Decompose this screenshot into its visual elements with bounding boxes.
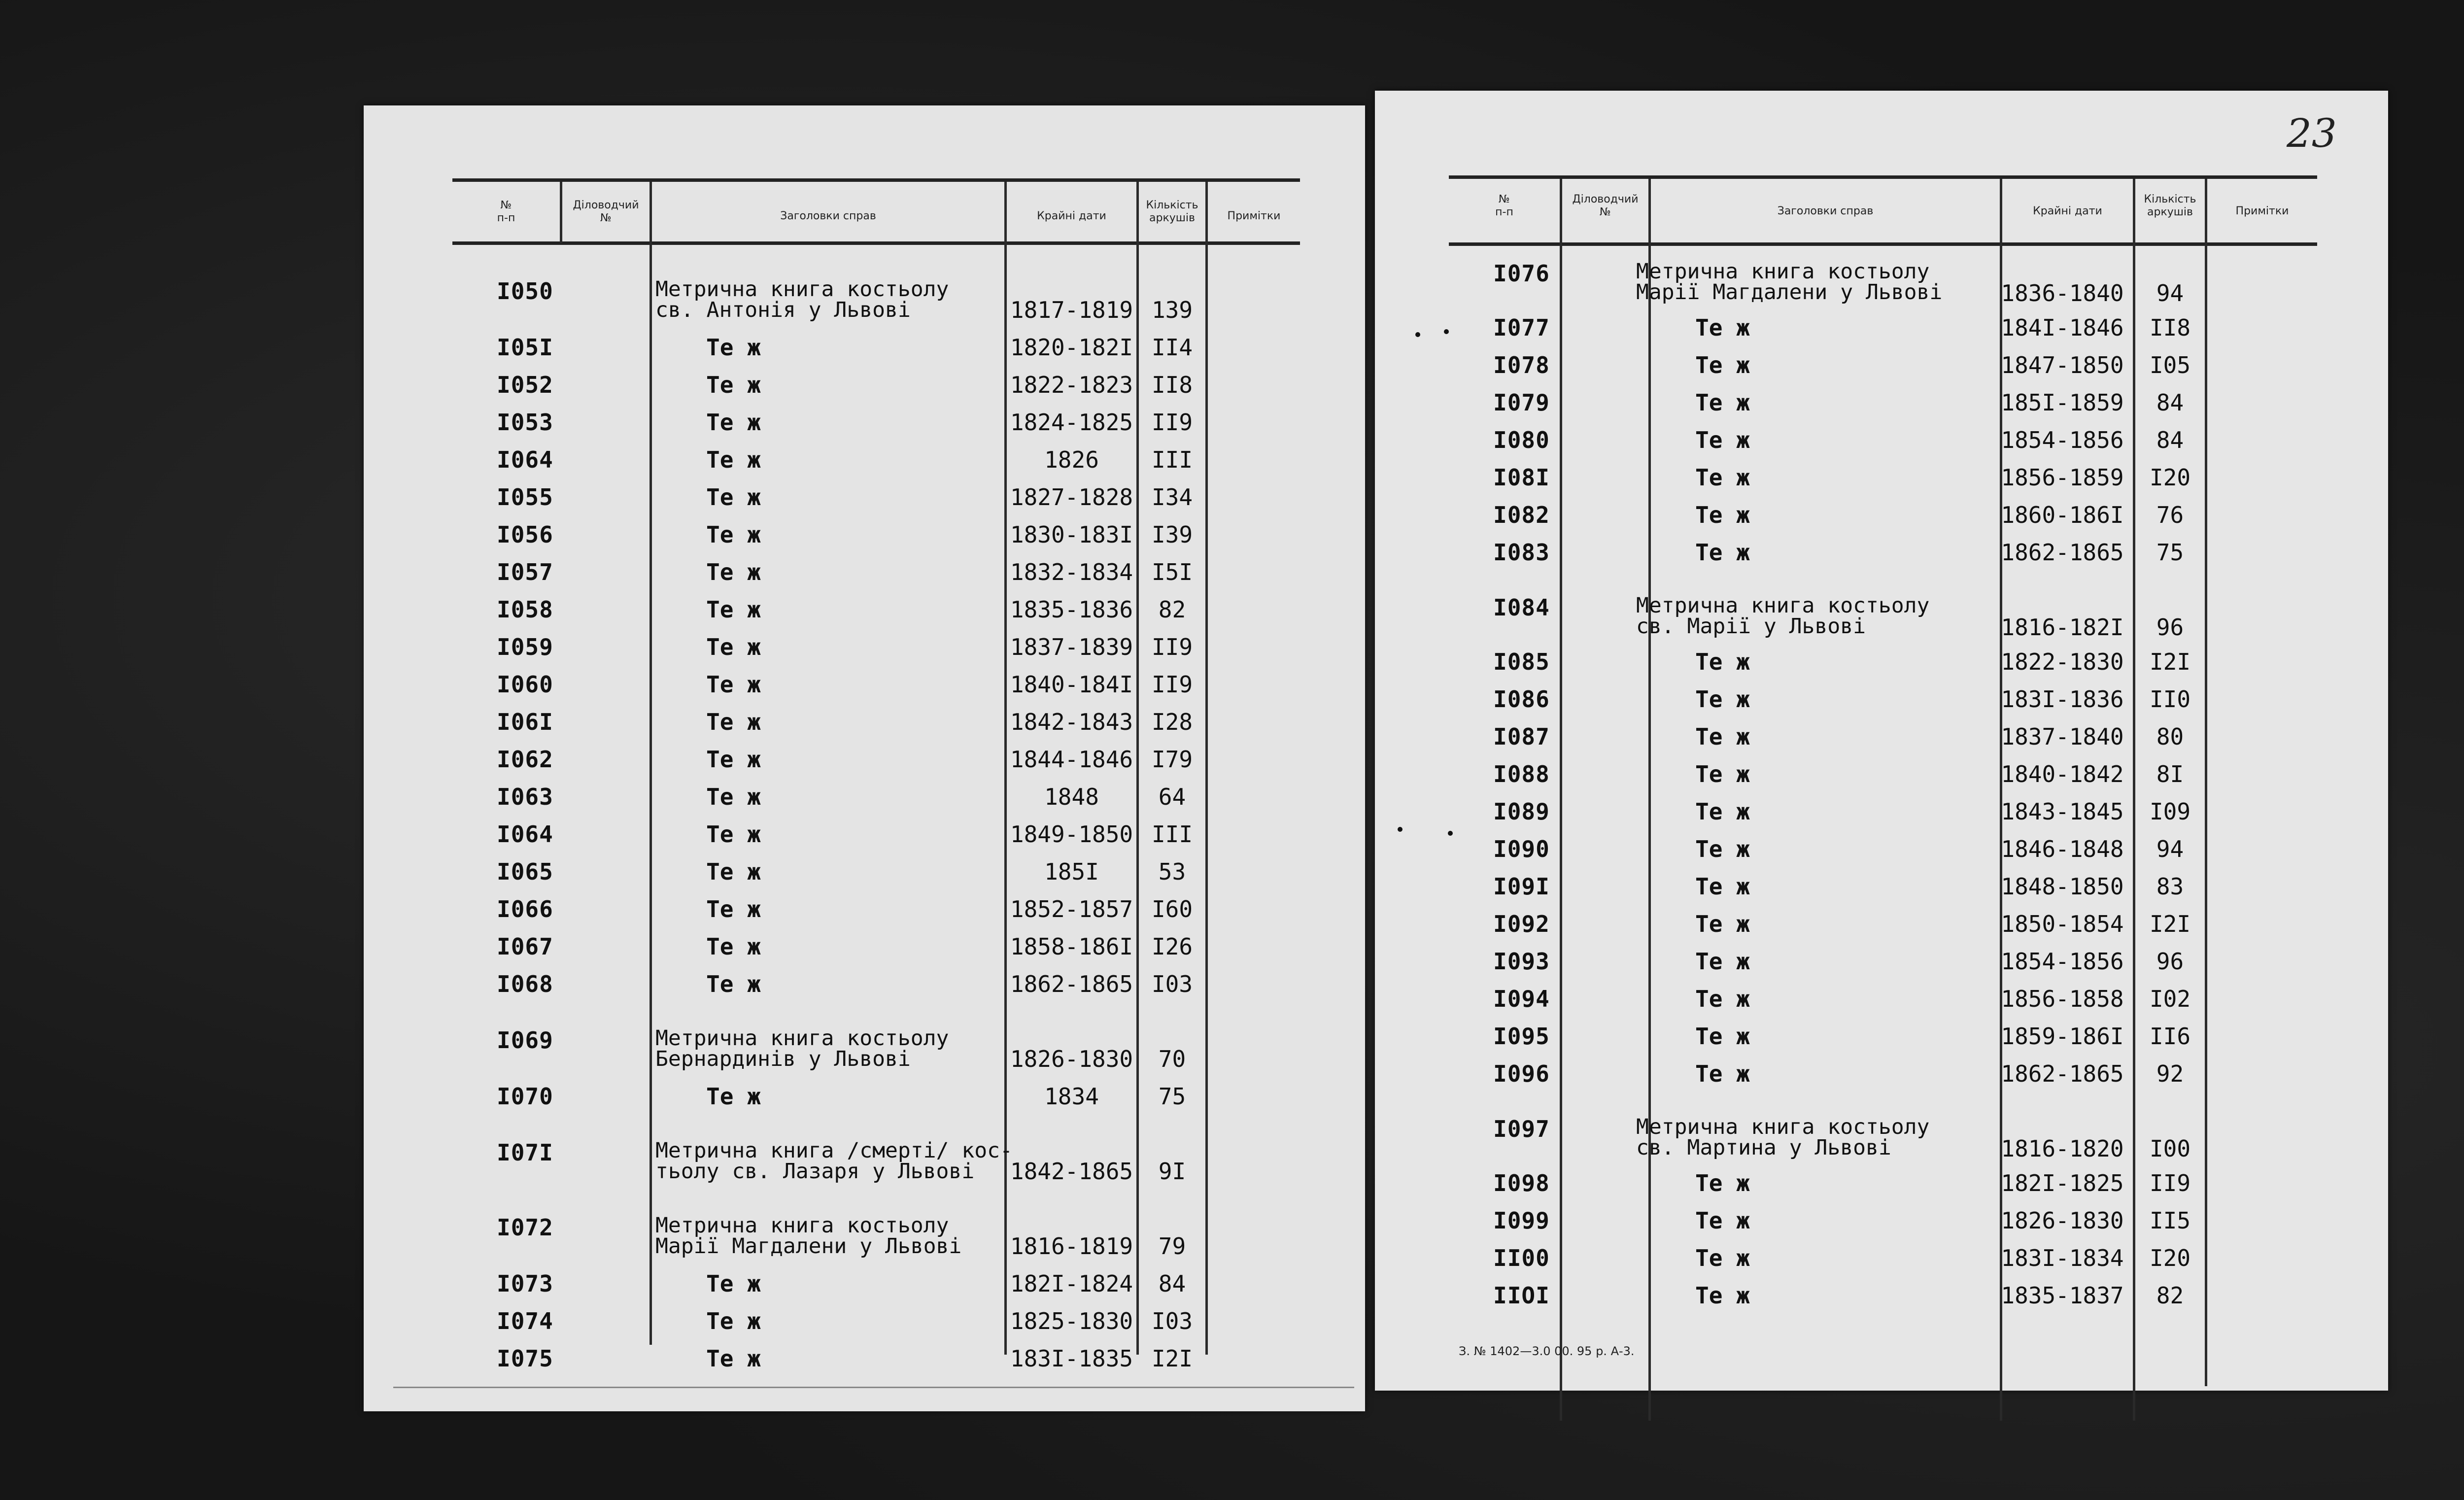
- row-sheets: I2I: [2149, 911, 2191, 937]
- row-sheets: 76: [2156, 502, 2184, 528]
- row-sheets: 8I: [2156, 761, 2184, 787]
- row-dates: 1849-1850: [1010, 821, 1133, 848]
- row-number: I05I: [497, 334, 553, 361]
- row-sheets: I03: [1151, 1308, 1193, 1334]
- row-title: Те ж: [1695, 1207, 1750, 1234]
- dust-speck: [1448, 831, 1453, 836]
- row-title: Метрична книга костьолу св. Мартина у Львові: [1636, 1115, 1930, 1160]
- row-dates: 1858-186I: [1010, 933, 1133, 960]
- row-dates: 1836-1840: [2001, 280, 2124, 307]
- row-dates: 1822-1823: [1010, 372, 1133, 398]
- row-sheets: I02: [2149, 986, 2191, 1012]
- row-title: Те ж: [706, 821, 761, 848]
- row-title: Те ж: [706, 334, 761, 361]
- col-divider: [1560, 179, 1562, 1421]
- row-dates: 1816-1819: [1010, 1233, 1133, 1260]
- row-sheets: 92: [2156, 1060, 2184, 1087]
- row-sheets: I79: [1151, 746, 1193, 773]
- row-title: Метрична книга костьолу св. Марії у Львові: [1636, 593, 1930, 639]
- dust-speck: [1444, 329, 1449, 334]
- row-number: I09I: [1493, 873, 1550, 900]
- row-dates: 1840-184I: [1010, 671, 1133, 698]
- row-number: I059: [497, 634, 553, 660]
- row-title: Те ж: [706, 372, 761, 398]
- row-sheets: I20: [2149, 1245, 2191, 1271]
- row-dates: 1842-1843: [1010, 709, 1133, 735]
- left-page: [364, 105, 1365, 1411]
- col-divider: [2205, 179, 2207, 1386]
- row-sheets: 84: [1158, 1270, 1186, 1297]
- row-sheets: II6: [2149, 1023, 2191, 1050]
- row-sheets: 96: [2156, 948, 2184, 975]
- header-clerk: Діловодчий №: [1572, 193, 1639, 218]
- right-page: [1375, 91, 2388, 1391]
- row-number: I063: [497, 784, 553, 810]
- row-title: Те ж: [706, 409, 761, 436]
- row-title: Те ж: [706, 596, 761, 623]
- row-number: I056: [497, 521, 553, 548]
- row-number: I076: [1493, 260, 1550, 287]
- row-dates: 184I-1846: [2001, 314, 2124, 341]
- page-edge: [393, 1387, 1354, 1388]
- row-sheets: III: [1151, 821, 1193, 848]
- row-number: I060: [497, 671, 553, 698]
- header-top-rule: [1449, 175, 2317, 179]
- row-title: Те ж: [1695, 986, 1750, 1012]
- header-title: Заголовки справ: [1777, 205, 1874, 217]
- row-dates: 1859-186I: [2001, 1023, 2124, 1050]
- header-bottom-rule: [1449, 242, 2317, 246]
- row-sheets: I34: [1151, 484, 1193, 511]
- row-dates: 1826-1830: [1010, 1046, 1133, 1072]
- row-title: Те ж: [706, 784, 761, 810]
- row-number: I057: [497, 559, 553, 585]
- row-number: I079: [1493, 389, 1550, 416]
- row-title: Те ж: [1695, 686, 1750, 713]
- row-dates: 1832-1834: [1010, 559, 1133, 585]
- row-title: Те ж: [706, 709, 761, 735]
- row-sheets: 75: [2156, 539, 2184, 566]
- row-dates: 1842-1865: [1010, 1158, 1133, 1185]
- row-sheets: 70: [1158, 1046, 1186, 1072]
- row-title: Те ж: [1695, 539, 1750, 566]
- row-number: I064: [497, 446, 553, 473]
- row-number: I088: [1493, 761, 1550, 787]
- row-number: I072: [497, 1214, 553, 1241]
- row-dates: 1848: [1044, 784, 1099, 810]
- row-dates: 1816-1820: [2001, 1135, 2124, 1162]
- row-number: I052: [497, 372, 553, 398]
- row-number: I06I: [497, 709, 553, 735]
- row-title: Те ж: [706, 971, 761, 997]
- row-title: Те ж: [706, 671, 761, 698]
- row-dates: 182I-1824: [1010, 1270, 1133, 1297]
- row-title: Те ж: [706, 559, 761, 585]
- row-title: Метрична книга /смерті/ кос- тьолу св. Лазаря у Львові: [655, 1138, 1013, 1184]
- row-title: Те ж: [1695, 427, 1750, 453]
- row-dates: 1862-1865: [2001, 1060, 2124, 1087]
- row-title: Те ж: [1695, 314, 1750, 341]
- header-title: Заголовки справ: [780, 210, 876, 222]
- row-dates: 1856-1858: [2001, 986, 2124, 1012]
- row-title: Те ж: [706, 1270, 761, 1297]
- row-title: Те ж: [706, 1345, 761, 1372]
- row-dates: 1847-1850: [2001, 352, 2124, 378]
- row-number: I089: [1493, 798, 1550, 825]
- row-sheets: 96: [2156, 614, 2184, 641]
- row-sheets: 75: [1158, 1083, 1186, 1110]
- header-top-rule: [452, 178, 1300, 182]
- row-dates: 1827-1828: [1010, 484, 1133, 511]
- row-sheets: II4: [1151, 334, 1193, 361]
- row-sheets: 83: [2156, 873, 2184, 900]
- row-dates: 1826-1830: [2001, 1207, 2124, 1234]
- row-number: I068: [497, 971, 553, 997]
- row-title: Метрична книга костьолу св. Антонія у Львові: [655, 277, 949, 322]
- row-sheets: 139: [1151, 297, 1193, 323]
- row-sheets: II8: [2149, 314, 2191, 341]
- row-title: Те ж: [706, 634, 761, 660]
- row-sheets: II0: [2149, 686, 2191, 713]
- row-dates: 1835-1837: [2001, 1282, 2124, 1309]
- row-title: Те ж: [1695, 1245, 1750, 1271]
- row-dates: 1835-1836: [1010, 596, 1133, 623]
- row-dates: 1837-1839: [1010, 634, 1133, 660]
- row-dates: 1856-1859: [2001, 464, 2124, 491]
- row-title: Те ж: [1695, 464, 1750, 491]
- row-title: Те ж: [1695, 648, 1750, 675]
- header-sheets: Кількість аркушів: [2144, 193, 2196, 218]
- row-sheets: II9: [1151, 671, 1193, 698]
- row-number: I099: [1493, 1207, 1550, 1234]
- row-number: I067: [497, 933, 553, 960]
- header-notes: Примітки: [1227, 210, 1281, 222]
- row-number: I058: [497, 596, 553, 623]
- row-dates: 183I-1834: [2001, 1245, 2124, 1271]
- row-dates: 183I-1836: [2001, 686, 2124, 713]
- row-title: Те ж: [1695, 389, 1750, 416]
- dust-speck: [1415, 332, 1420, 337]
- row-number: IIOI: [1493, 1282, 1550, 1309]
- row-number: I069: [497, 1027, 553, 1054]
- row-sheets: II9: [1151, 409, 1193, 436]
- row-title: Те ж: [1695, 1060, 1750, 1087]
- row-dates: 183I-1835: [1010, 1345, 1133, 1372]
- row-number: I07I: [497, 1139, 553, 1166]
- row-dates: 182I-1825: [2001, 1170, 2124, 1196]
- row-number: I053: [497, 409, 553, 436]
- row-sheets: I09: [2149, 798, 2191, 825]
- row-dates: 1850-1854: [2001, 911, 2124, 937]
- row-title: Те ж: [1695, 723, 1750, 750]
- row-title: Те ж: [1695, 502, 1750, 528]
- row-sheets: 94: [2156, 836, 2184, 862]
- row-number: I097: [1493, 1116, 1550, 1142]
- row-number: I095: [1493, 1023, 1550, 1050]
- row-sheets: I2I: [1151, 1345, 1193, 1372]
- row-number: I084: [1493, 594, 1550, 621]
- row-dates: 1862-1865: [1010, 971, 1133, 997]
- col-divider: [1205, 182, 1208, 1355]
- row-number: II00: [1493, 1245, 1550, 1271]
- row-dates: 1848-1850: [2001, 873, 2124, 900]
- row-number: I062: [497, 746, 553, 773]
- row-title: Те ж: [1695, 1170, 1750, 1196]
- header-sheets: Кількість аркушів: [1146, 199, 1198, 224]
- row-number: I082: [1493, 502, 1550, 528]
- row-sheets: 94: [2156, 280, 2184, 307]
- row-dates: 185I: [1044, 858, 1099, 885]
- row-title: Те ж: [1695, 873, 1750, 900]
- row-sheets: I60: [1151, 896, 1193, 922]
- row-title: Те ж: [706, 521, 761, 548]
- row-dates: 1846-1848: [2001, 836, 2124, 862]
- col-divider: [650, 182, 652, 1345]
- row-number: I098: [1493, 1170, 1550, 1196]
- row-dates: 1830-183I: [1010, 521, 1133, 548]
- row-sheets: II5: [2149, 1207, 2191, 1234]
- row-dates: 1854-1856: [2001, 948, 2124, 975]
- row-number: I073: [497, 1270, 553, 1297]
- row-dates: 1816-182I: [2001, 614, 2124, 641]
- row-number: I093: [1493, 948, 1550, 975]
- row-number: I083: [1493, 539, 1550, 566]
- row-sheets: II9: [1151, 634, 1193, 660]
- row-sheets: I39: [1151, 521, 1193, 548]
- row-dates: 1834: [1044, 1083, 1099, 1110]
- row-title: Те ж: [1695, 761, 1750, 787]
- header-no: № п-п: [497, 199, 515, 224]
- row-number: I094: [1493, 986, 1550, 1012]
- row-dates: 1817-1819: [1010, 297, 1133, 323]
- row-dates: 1822-1830: [2001, 648, 2124, 675]
- row-dates: 1862-1865: [2001, 539, 2124, 566]
- row-dates: 1826: [1044, 446, 1099, 473]
- dust-speck: [1398, 827, 1403, 832]
- row-title: Те ж: [706, 933, 761, 960]
- row-title: Те ж: [706, 484, 761, 511]
- row-number: I092: [1493, 911, 1550, 937]
- row-title: Те ж: [706, 746, 761, 773]
- row-sheets: 9I: [1158, 1158, 1186, 1185]
- col-divider: [1648, 179, 1651, 1421]
- row-number: I096: [1493, 1060, 1550, 1087]
- row-sheets: I20: [2149, 464, 2191, 491]
- row-number: I064: [497, 821, 553, 848]
- header-dates: Крайні дати: [2033, 205, 2102, 217]
- row-number: I087: [1493, 723, 1550, 750]
- row-dates: 1852-1857: [1010, 896, 1133, 922]
- row-sheets: I28: [1151, 709, 1193, 735]
- row-sheets: 80: [2156, 723, 2184, 750]
- row-sheets: III: [1151, 446, 1193, 473]
- row-number: I078: [1493, 352, 1550, 378]
- header-notes: Примітки: [2235, 205, 2289, 217]
- row-number: I074: [497, 1308, 553, 1334]
- row-sheets: I05: [2149, 352, 2191, 378]
- row-title: Те ж: [1695, 948, 1750, 975]
- row-title: Те ж: [1695, 911, 1750, 937]
- header-bottom-rule: [452, 241, 1300, 245]
- row-number: I050: [497, 278, 553, 305]
- row-title: Те ж: [1695, 1282, 1750, 1309]
- header-no: № п-п: [1495, 193, 1513, 218]
- row-number: I070: [497, 1083, 553, 1110]
- row-dates: 1843-1845: [2001, 798, 2124, 825]
- row-sheets: II9: [2149, 1170, 2191, 1196]
- row-title: Метрична книга костьолу Бернардинів у Львові: [655, 1026, 949, 1071]
- row-sheets: 53: [1158, 858, 1186, 885]
- row-sheets: 79: [1158, 1233, 1186, 1260]
- row-dates: 185I-1859: [2001, 389, 2124, 416]
- row-dates: 1844-1846: [1010, 746, 1133, 773]
- row-number: I066: [497, 896, 553, 922]
- row-number: I075: [497, 1345, 553, 1372]
- row-number: I080: [1493, 427, 1550, 453]
- row-dates: 1840-1842: [2001, 761, 2124, 787]
- row-number: I08I: [1493, 464, 1550, 491]
- row-number: I065: [497, 858, 553, 885]
- row-number: I085: [1493, 648, 1550, 675]
- row-title: Те ж: [1695, 836, 1750, 862]
- row-number: I086: [1493, 686, 1550, 713]
- row-sheets: 82: [1158, 596, 1186, 623]
- row-sheets: I00: [2149, 1135, 2191, 1162]
- header-clerk: Діловодчий №: [573, 199, 639, 224]
- row-sheets: I2I: [2149, 648, 2191, 675]
- row-sheets: 84: [2156, 427, 2184, 453]
- row-sheets: I26: [1151, 933, 1193, 960]
- row-title: Те ж: [706, 446, 761, 473]
- print-footnote: З. № 1402—3.0 00. 95 р. А-3.: [1459, 1344, 1635, 1358]
- row-sheets: I5I: [1151, 559, 1193, 585]
- row-title: Те ж: [1695, 1023, 1750, 1050]
- row-sheets: I03: [1151, 971, 1193, 997]
- row-title: Метрична книга костьолу Марії Магдалени у Львові: [655, 1213, 962, 1259]
- row-dates: 1824-1825: [1010, 409, 1133, 436]
- page-number: 23: [2287, 110, 2337, 156]
- row-sheets: 64: [1158, 784, 1186, 810]
- row-number: I077: [1493, 314, 1550, 341]
- row-sheets: II8: [1151, 372, 1193, 398]
- row-title: Те ж: [706, 1083, 761, 1110]
- row-dates: 1837-1840: [2001, 723, 2124, 750]
- header-dates: Крайні дати: [1037, 210, 1106, 222]
- row-sheets: 84: [2156, 389, 2184, 416]
- row-number: I090: [1493, 836, 1550, 862]
- row-title: Те ж: [706, 1308, 761, 1334]
- row-title: Метрична книга костьолу Марії Магдалени у Львові: [1636, 259, 1943, 305]
- row-dates: 1820-182I: [1010, 334, 1133, 361]
- row-dates: 1825-1830: [1010, 1308, 1133, 1334]
- row-title: Те ж: [706, 896, 761, 922]
- row-title: Те ж: [1695, 352, 1750, 378]
- row-dates: 1854-1856: [2001, 427, 2124, 453]
- row-sheets: 82: [2156, 1282, 2184, 1309]
- row-title: Те ж: [1695, 798, 1750, 825]
- row-dates: 1860-186I: [2001, 502, 2124, 528]
- row-title: Те ж: [706, 858, 761, 885]
- row-number: I055: [497, 484, 553, 511]
